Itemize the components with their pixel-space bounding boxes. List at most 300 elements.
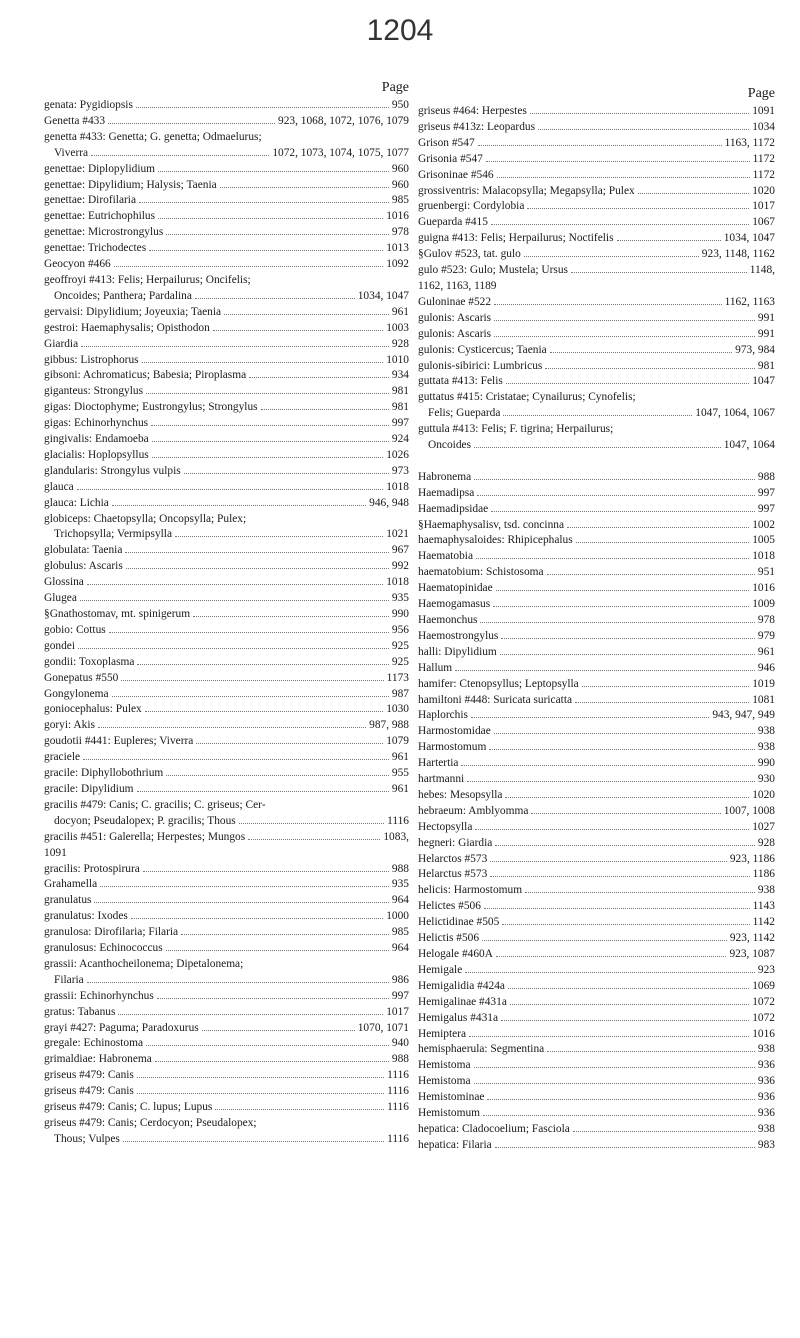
- index-entry: [418, 502, 775, 518]
- index-entry: [44, 209, 409, 225]
- entry-pages: 950: [391, 99, 409, 111]
- entry-pages: 1034, 1047: [357, 289, 409, 302]
- entry-pages: 938: [757, 741, 775, 754]
- dot-leader: [126, 568, 389, 569]
- index-entry: [418, 597, 775, 613]
- entry-pages: 936: [757, 1091, 775, 1104]
- dot-leader: [530, 113, 749, 114]
- dot-leader: [137, 1077, 384, 1078]
- index-entry: [44, 750, 409, 766]
- dot-leader: [455, 670, 755, 671]
- entry-term: gondei: [44, 639, 76, 652]
- index-entry: [44, 957, 409, 973]
- dot-leader: [484, 908, 750, 909]
- entry-pages: 978: [757, 613, 775, 626]
- entry-pages: 1047: [752, 375, 775, 388]
- entry-pages: 923, 1142: [729, 932, 775, 945]
- entry-pages: 1047, 1064: [723, 439, 775, 452]
- dot-leader: [495, 1147, 755, 1148]
- dot-leader: [477, 495, 755, 496]
- entry-pages: 981: [757, 359, 775, 372]
- index-entry: [418, 438, 775, 454]
- entry-term: Helictis #506: [418, 932, 480, 945]
- index-entry: [44, 639, 409, 655]
- entry-term: gracilis: Protospirura: [44, 862, 140, 875]
- entry-term: Giardia: [44, 337, 79, 350]
- entry-term: Geocyon #466: [44, 258, 111, 271]
- dot-leader: [471, 717, 709, 718]
- entry-pages: 983: [757, 1138, 775, 1151]
- entry-pages: 1142: [752, 916, 775, 929]
- entry-pages: 1072: [752, 995, 775, 1008]
- entry-term: guigna #413: Felis; Herpailurus; Noctifelis: [418, 232, 614, 245]
- index-entry: [44, 321, 409, 337]
- entry-pages: 961: [757, 645, 775, 658]
- entry-term: gulonis: Cysticercus; Taenia: [418, 343, 547, 356]
- index-entry: [418, 645, 775, 661]
- dot-leader: [474, 447, 721, 448]
- entry-term: Haematobia: [418, 550, 474, 563]
- entry-term: Guloninae #522: [418, 295, 492, 308]
- entry-pages: 1072: [752, 1011, 775, 1024]
- entry-term: Hemistomum: [418, 1107, 481, 1120]
- entry-term: globulata: Taenia: [44, 544, 123, 557]
- index-entry: [418, 279, 775, 295]
- dot-leader: [474, 479, 755, 480]
- dot-leader: [136, 107, 389, 108]
- entry-term: gingivalis: Endamoeba: [44, 433, 149, 446]
- dot-leader: [112, 505, 366, 506]
- dot-leader: [123, 1141, 384, 1142]
- entry-term: Helarctos #573: [418, 852, 488, 865]
- index-entry: [418, 327, 775, 343]
- index-entry: [418, 518, 775, 534]
- index-entry: [44, 877, 409, 893]
- index-entry: [44, 1036, 409, 1052]
- entry-pages: 1091: [44, 846, 67, 859]
- section-gap: [418, 454, 775, 470]
- entry-pages: 991: [757, 327, 775, 340]
- entry-pages: 1002: [752, 518, 775, 531]
- entry-term: hartmanni: [418, 773, 465, 786]
- entry-term: griseus #479: Canis: [44, 1085, 134, 1098]
- entry-term: graciele: [44, 751, 81, 764]
- entry-term: granulatus: [44, 894, 92, 907]
- entry-pages: 1047, 1064, 1067: [695, 407, 775, 420]
- dot-leader: [149, 250, 383, 251]
- index-entry: [44, 1084, 409, 1100]
- entry-term: hepatica: Filaria: [418, 1138, 492, 1151]
- entry-pages: 997: [757, 502, 775, 515]
- index-entry: [418, 661, 775, 677]
- entry-term: griseus #464: Herpestes: [418, 105, 527, 117]
- index-entry: [418, 788, 775, 804]
- dot-leader: [495, 845, 755, 846]
- entry-term: grassii: Echinorhynchus: [44, 989, 154, 1002]
- index-entry: [44, 718, 409, 734]
- entry-list: [44, 98, 409, 1148]
- dot-leader: [502, 924, 749, 925]
- entry-pages: 967: [391, 544, 409, 557]
- entry-pages: 1003: [386, 321, 409, 334]
- entry-term: Haemadipsa: [418, 486, 475, 499]
- index-entry: [418, 533, 775, 549]
- entry-term: genettae: Diplopylidium: [44, 162, 156, 175]
- dot-leader: [524, 256, 699, 257]
- entry-pages: 1018: [386, 480, 409, 493]
- dot-leader: [145, 711, 383, 712]
- entry-term: hamifer: Ctenopsyllus; Leptopsylla: [418, 677, 579, 690]
- entry-term: Haemogamasus: [418, 598, 491, 611]
- index-entry: [44, 400, 409, 416]
- entry-pages: 981: [391, 385, 409, 398]
- dot-leader: [100, 886, 389, 887]
- entry-pages: 946, 948: [369, 496, 409, 509]
- entry-term: hebraeum: Amblyomma: [418, 804, 529, 817]
- entry-term: Filaria: [54, 973, 84, 986]
- dot-leader: [571, 272, 747, 273]
- dot-leader: [501, 638, 755, 639]
- dot-leader: [545, 368, 755, 369]
- index-entry: [44, 337, 409, 353]
- entry-term: Harmostomidae: [418, 725, 491, 738]
- dot-leader: [480, 622, 754, 623]
- index-entry: [44, 782, 409, 798]
- entry-term: §Gnathostomav, mt. spinigerum: [44, 608, 191, 620]
- dot-leader: [131, 918, 383, 919]
- entry-pages: 943, 947, 949: [712, 709, 775, 722]
- entry-pages: 997: [757, 486, 775, 499]
- dot-leader: [261, 409, 389, 410]
- dot-leader: [527, 208, 749, 209]
- index-entry: [44, 353, 409, 369]
- entry-pages: 1018: [752, 550, 775, 563]
- entry-term: hemisphaerula: Segmentina: [418, 1043, 545, 1056]
- dot-leader: [489, 749, 755, 750]
- entry-pages: 955: [391, 767, 409, 780]
- entry-term: genettae: Eutrichophilus: [44, 210, 156, 223]
- entry-term: gracilis #479: Canis; C. gracilis; C. griseus; Cer-: [44, 798, 266, 811]
- entry-pages: 935: [391, 592, 409, 605]
- index-entry: [418, 899, 775, 915]
- entry-term: hepatica: Cladocoelium; Fasciola: [418, 1122, 570, 1135]
- index-entry: [44, 862, 409, 878]
- entry-pages: 960: [391, 178, 409, 191]
- dot-leader: [118, 1014, 383, 1015]
- index-entry: [418, 1058, 775, 1074]
- entry-pages: 997: [391, 417, 409, 430]
- entry-term: granulosa: Dirofilaria; Filaria: [44, 926, 179, 939]
- entry-term: goryi: Akis: [44, 719, 95, 732]
- entry-pages: 951: [757, 566, 775, 579]
- entry-term: Oncoides: [428, 439, 472, 452]
- dot-leader: [505, 797, 749, 798]
- index-entry: [44, 1021, 409, 1037]
- entry-term: §Gulov #523, tat. gulo: [418, 248, 521, 261]
- entry-term: gondii: Toxoplasma: [44, 655, 135, 668]
- entry-pages: 988: [391, 1053, 409, 1066]
- index-entry: [44, 766, 409, 782]
- dot-leader: [491, 511, 755, 512]
- index-entry: [418, 772, 775, 788]
- dot-leader: [483, 1115, 755, 1116]
- index-entry: [418, 820, 775, 836]
- entry-term: Hemigale: [418, 963, 463, 976]
- entry-pages: 928: [391, 337, 409, 350]
- dot-leader: [576, 542, 750, 543]
- entry-pages: 1116: [387, 1132, 409, 1145]
- index-entry: [418, 406, 775, 422]
- index-entry: [44, 114, 409, 130]
- entry-term: genettae: Microstrongylus: [44, 226, 164, 239]
- index-entry: [44, 655, 409, 671]
- index-entry: [418, 756, 775, 772]
- index-entry: [44, 432, 409, 448]
- entry-term: Helictidinae #505: [418, 916, 500, 929]
- entry-term: hebes: Mesopsylla: [418, 788, 503, 801]
- dot-leader: [531, 813, 720, 814]
- entry-pages: 1000: [386, 910, 409, 923]
- entry-term: Glugea: [44, 592, 77, 605]
- entry-pages: 1026: [386, 448, 409, 461]
- entry-term: Helictes #506: [418, 900, 481, 913]
- entry-pages: 1027: [752, 820, 775, 833]
- dot-leader: [215, 1109, 384, 1110]
- dot-leader: [494, 733, 755, 734]
- entry-term: Gongylonema: [44, 687, 109, 700]
- entry-term: grayi #427: Paguma; Paradoxurus: [44, 1021, 199, 1034]
- index-entry: [44, 1132, 409, 1148]
- index-entry: [44, 623, 409, 639]
- index-entry: [44, 1116, 409, 1132]
- dot-leader: [139, 202, 389, 203]
- entry-pages: 1186: [752, 868, 775, 881]
- dot-leader: [467, 781, 755, 782]
- index-entry: [44, 559, 409, 575]
- entry-pages: 1173: [386, 671, 409, 684]
- index-entry: [418, 104, 775, 120]
- entry-pages: 936: [757, 1107, 775, 1120]
- entry-pages: 1116: [387, 1085, 409, 1098]
- entry-term: Helarctus #573: [418, 868, 488, 881]
- index-entry: [418, 470, 775, 486]
- index-entry: [418, 152, 775, 168]
- entry-term: gulonis-sibirici: Lumbricus: [418, 359, 543, 372]
- dot-leader: [547, 1051, 755, 1052]
- index-entry: [418, 374, 775, 390]
- entry-pages: 1016: [752, 582, 775, 595]
- entry-term: gigas: Dioctophyme; Eustrongylus; Strongylus: [44, 401, 258, 414]
- dot-leader: [80, 600, 389, 601]
- index-entry: [418, 852, 775, 868]
- entry-term: haematobium: Schistosoma: [418, 566, 544, 579]
- index-entry: [44, 543, 409, 559]
- entry-pages: 1162, 1163: [724, 295, 775, 308]
- entry-pages: 1163, 1172: [724, 136, 775, 149]
- entry-pages: 923, 1087: [729, 948, 775, 961]
- entry-term: Hemistoma: [418, 1075, 471, 1088]
- dot-leader: [77, 489, 383, 490]
- index-entry: [44, 305, 409, 321]
- dot-leader: [184, 473, 389, 474]
- entry-term: genettae: Dipylidium; Halysis; Taenia: [44, 178, 217, 191]
- column-header: Page: [747, 86, 775, 101]
- index-entry: [418, 1027, 775, 1043]
- index-entry: [44, 1005, 409, 1021]
- entry-term: gratus: Tabanus: [44, 1005, 116, 1018]
- entry-term: Grison #547: [418, 136, 475, 149]
- dot-leader: [475, 829, 749, 830]
- entry-term: Haemadipsidae: [418, 502, 489, 515]
- entry-pages: 923, 1068, 1072, 1076, 1079: [278, 114, 409, 127]
- dot-leader: [493, 606, 749, 607]
- entry-term: grimaldiae: Habronema: [44, 1053, 152, 1066]
- entry-pages: 988: [757, 470, 775, 483]
- index-entry: [44, 893, 409, 909]
- index-entry: [418, 136, 775, 152]
- entry-pages: 990: [757, 757, 775, 770]
- entry-pages: 956: [391, 623, 409, 636]
- entry-pages: 964: [391, 942, 409, 955]
- entry-pages: 934: [391, 369, 409, 382]
- dot-leader: [575, 702, 749, 703]
- dot-leader: [476, 558, 749, 559]
- index-entry: [44, 368, 409, 384]
- dot-leader: [112, 696, 389, 697]
- entry-term: hegneri: Giardia: [418, 836, 493, 849]
- entry-pages: 1007, 1008: [723, 804, 775, 817]
- index-entry: [44, 146, 409, 162]
- entry-term: gervaisi: Dipylidium; Joyeuxia; Taenia: [44, 305, 222, 318]
- entry-term: Habronema: [418, 470, 472, 483]
- entry-term: gulonis: Ascaris: [418, 327, 492, 340]
- dot-leader: [494, 304, 722, 305]
- dot-leader: [151, 425, 389, 426]
- entry-term: Trichopsylla; Vermipsylla: [54, 528, 173, 541]
- entry-term: Haemostrongylus: [418, 629, 499, 642]
- dot-leader: [142, 362, 384, 363]
- entry-term: gestroi: Haemaphysalis; Opisthodon: [44, 321, 210, 334]
- index-entry: [418, 613, 775, 629]
- index-entry: [418, 804, 775, 820]
- entry-pages: 987, 988: [369, 719, 409, 732]
- entry-pages: 1009: [752, 598, 775, 611]
- index-entry: [44, 257, 409, 273]
- entry-pages: 1020: [752, 184, 775, 197]
- index-entry: [418, 565, 775, 581]
- dot-leader: [525, 892, 755, 893]
- dot-leader: [617, 240, 721, 241]
- entry-pages: 978: [391, 226, 409, 239]
- dot-leader: [582, 686, 750, 687]
- index-entry: [44, 416, 409, 432]
- dot-leader: [249, 377, 389, 378]
- entry-term: Hemiptera: [418, 1027, 467, 1040]
- entry-term: gracilis #451: Galerella; Herpestes; Mungos: [44, 830, 246, 843]
- entry-term: gruenbergi: Cordylobia: [418, 200, 525, 213]
- index-entry: [418, 677, 775, 693]
- entry-term: Hemigalinae #431a: [418, 995, 507, 1008]
- entry-pages: 938: [757, 1122, 775, 1135]
- entry-pages: 988: [391, 862, 409, 875]
- index-entry: [418, 629, 775, 645]
- index-entry: [418, 199, 775, 215]
- index-entry: [44, 734, 409, 750]
- entry-pages: 991: [757, 311, 775, 324]
- index-entry: [44, 702, 409, 718]
- index-entry: [418, 359, 775, 375]
- dot-leader: [547, 574, 755, 575]
- dot-leader: [175, 536, 383, 537]
- entry-term: Glossina: [44, 576, 84, 589]
- dot-leader: [78, 648, 389, 649]
- entry-pages: 1091: [752, 105, 775, 117]
- entry-pages: 985: [391, 194, 409, 207]
- index-entry: [44, 830, 409, 846]
- entry-pages: 986: [391, 973, 409, 986]
- entry-pages: 1069: [752, 979, 775, 992]
- index-entry: [418, 184, 775, 200]
- entry-pages: 1016: [386, 210, 409, 223]
- dot-leader: [496, 956, 726, 957]
- entry-term: globulus: Ascaris: [44, 560, 123, 573]
- entry-term: Hartertia: [418, 757, 459, 770]
- dot-leader: [491, 224, 749, 225]
- entry-term: Oncoides; Panthera; Pardalina: [54, 289, 192, 302]
- entry-pages: 961: [391, 305, 409, 318]
- index-entry: [418, 947, 775, 963]
- entry-term: Grisonia #547: [418, 152, 483, 165]
- index-entry: [418, 1106, 775, 1122]
- entry-term: granulatus: Ixodes: [44, 910, 128, 923]
- entry-term: guttula #413: Felis; F. tigrina; Herpailurus;: [418, 423, 614, 436]
- index-entry: [44, 687, 409, 703]
- index-entry: [418, 1011, 775, 1027]
- entry-pages: 987: [391, 687, 409, 700]
- index-entry: [418, 979, 775, 995]
- entry-term: Hemigalidia #424a: [418, 979, 505, 992]
- entry-term: grassii: Acanthocheilonema; Dipetalonema;: [44, 957, 244, 970]
- index-entry: [418, 215, 775, 231]
- entry-pages: 1162, 1163, 1189: [418, 279, 497, 292]
- entry-pages: 935: [391, 878, 409, 891]
- entry-pages: 1067: [752, 216, 775, 229]
- entry-term: geoffroyi #413: Felis; Herpailurus; Oncifelis;: [44, 273, 251, 286]
- entry-term: giganteus: Strongylus: [44, 385, 144, 398]
- entry-term: Haplorchis: [418, 709, 468, 722]
- entry-pages: 981: [391, 401, 409, 414]
- entry-pages: 961: [391, 751, 409, 764]
- entry-term: granulosus: Echinococcus: [44, 942, 163, 955]
- index-entry: [418, 549, 775, 565]
- dot-leader: [510, 1004, 749, 1005]
- index-entry: [44, 941, 409, 957]
- dot-leader: [239, 823, 384, 824]
- dot-leader: [496, 590, 750, 591]
- dot-leader: [137, 664, 388, 665]
- entry-term: Grisoninae #546: [418, 168, 494, 181]
- entry-pages: 1092: [386, 258, 409, 271]
- entry-pages: 938: [757, 1043, 775, 1056]
- entry-pages: 1083,: [383, 830, 409, 843]
- dot-leader: [166, 950, 389, 951]
- dot-leader: [155, 1061, 389, 1062]
- entry-pages: 936: [757, 1059, 775, 1072]
- entry-pages: 1172: [752, 168, 775, 181]
- dot-leader: [83, 759, 389, 760]
- dot-leader: [157, 998, 389, 999]
- dot-leader: [98, 727, 366, 728]
